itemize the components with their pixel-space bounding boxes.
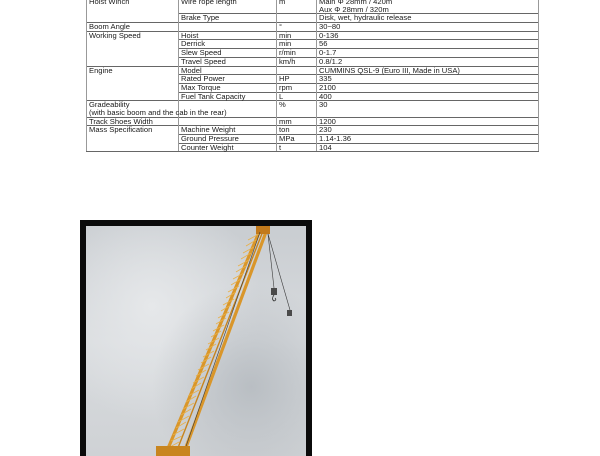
- value-cell: 2100: [317, 83, 539, 92]
- item-cell: Hoist: [179, 31, 277, 40]
- table-row: [87, 40, 539, 49]
- unit-cell: [277, 14, 317, 23]
- group-cell: [87, 75, 179, 84]
- item-cell: Rated Power: [179, 75, 277, 84]
- unit-cell: [277, 6, 317, 14]
- item-cell: Fuel Tank Capacity: [179, 92, 277, 101]
- item-cell: Travel Speed: [179, 57, 277, 66]
- table-row: [87, 57, 539, 66]
- group-cell: (with basic boom and the cab in the rear): [87, 109, 179, 117]
- table-row: [87, 117, 539, 126]
- unit-cell: %: [277, 101, 317, 109]
- group-cell: Engine: [87, 66, 179, 75]
- unit-cell: min: [277, 31, 317, 40]
- unit-cell: m: [277, 0, 317, 6]
- boom-base: [156, 446, 190, 456]
- table-row: [87, 143, 539, 152]
- value-cell: 0-136: [317, 31, 539, 40]
- value-cell: Aux Φ 28mm / 320m: [317, 6, 539, 14]
- group-cell: [87, 83, 179, 92]
- value-cell: 1.14-1.36: [317, 135, 539, 144]
- table-row: [87, 83, 539, 92]
- table-row: [87, 75, 539, 84]
- item-cell: Counter Weight: [179, 143, 277, 152]
- item-cell: Ground Pressure: [179, 135, 277, 144]
- item-cell: Wire rope length: [179, 0, 277, 6]
- table-row: [87, 126, 539, 135]
- value-cell: 230: [317, 126, 539, 135]
- group-cell: Working Speed: [87, 31, 179, 40]
- table-row: [87, 6, 539, 14]
- value-cell: Disk, wet, hydraulic release: [317, 14, 539, 23]
- item-cell: Model: [179, 66, 277, 75]
- unit-cell: rpm: [277, 83, 317, 92]
- value-cell: 1200: [317, 117, 539, 126]
- unit-cell: r/min: [277, 49, 317, 58]
- unit-cell: mm: [277, 117, 317, 126]
- group-cell: Boom Angle: [87, 23, 179, 32]
- item-cell: Slew Speed: [179, 49, 277, 58]
- group-cell: Track Shoes Width: [87, 117, 179, 126]
- item-cell: Machine Weight: [179, 126, 277, 135]
- unit-cell: MPa: [277, 135, 317, 144]
- value-cell: 400: [317, 92, 539, 101]
- group-cell: [87, 135, 179, 144]
- group-cell: Hoist Winch: [87, 0, 179, 6]
- table-row: [87, 31, 539, 40]
- table-row: [87, 109, 539, 117]
- crane-photo: [86, 226, 306, 456]
- item-cell: Brake Type: [179, 14, 277, 23]
- group-cell: [87, 143, 179, 152]
- table-row: [87, 66, 539, 75]
- value-cell: 56: [317, 40, 539, 49]
- group-cell: [87, 49, 179, 58]
- item-cell: Max Torque: [179, 83, 277, 92]
- value-cell: CUMMINS QSL-9 (Euro III, Made in USA): [317, 66, 539, 75]
- value-cell: Main Φ 28mm / 420m: [317, 0, 539, 6]
- unit-cell: km/h: [277, 57, 317, 66]
- group-cell: Mass Specification: [87, 126, 179, 135]
- value-cell: [317, 109, 539, 117]
- group-cell: [87, 57, 179, 66]
- unit-cell: t: [277, 143, 317, 152]
- unit-cell: °: [277, 23, 317, 32]
- value-cell: 0.8/1.2: [317, 57, 539, 66]
- group-cell: [87, 6, 179, 14]
- table-row: [87, 135, 539, 144]
- unit-cell: [277, 109, 317, 117]
- table-row: [87, 49, 539, 58]
- table-row: [87, 14, 539, 23]
- value-cell: 104: [317, 143, 539, 152]
- unit-cell: min: [277, 40, 317, 49]
- group-cell: Gradeability: [87, 101, 179, 109]
- crawler-crane-image: [86, 226, 306, 456]
- crane-photo-frame: [80, 220, 312, 456]
- value-cell: 335: [317, 75, 539, 84]
- unit-cell: ton: [277, 126, 317, 135]
- specification-table: [86, 0, 539, 152]
- table-row: [87, 23, 539, 32]
- boom-tip: [256, 226, 270, 234]
- item-cell: Derrick: [179, 40, 277, 49]
- value-cell: 30: [317, 101, 539, 109]
- value-cell: 30~80: [317, 23, 539, 32]
- unit-cell: HP: [277, 75, 317, 84]
- group-cell: [87, 40, 179, 49]
- unit-cell: L: [277, 92, 317, 101]
- item-cell: [179, 23, 277, 32]
- table-row: [87, 92, 539, 101]
- value-cell: 0-1.7: [317, 49, 539, 58]
